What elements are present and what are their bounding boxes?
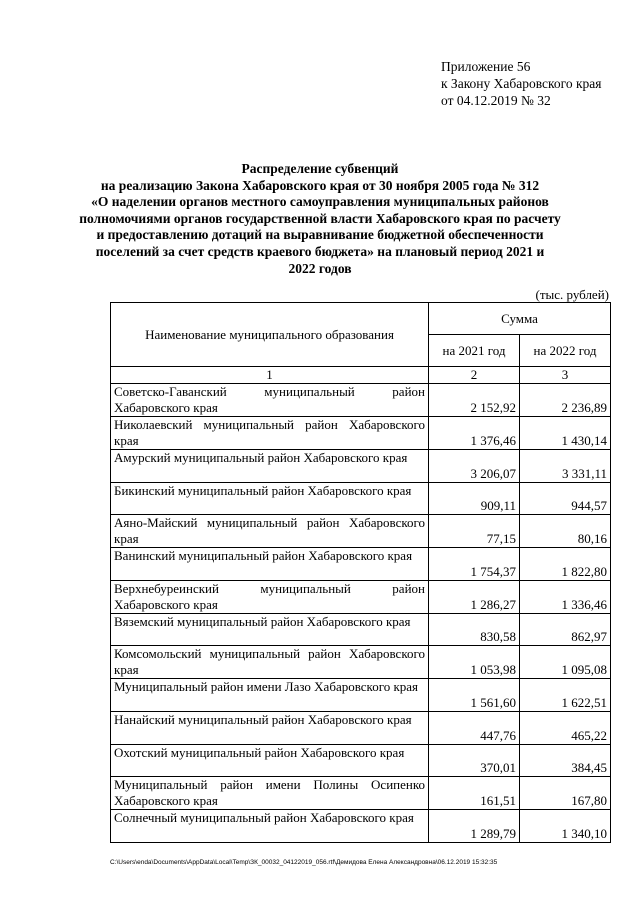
- annex-law: к Закону Хабаровского края: [441, 76, 602, 91]
- municipality-name: Аяно-Майский муниципальный район Хабаровского края: [111, 515, 429, 548]
- municipality-name: Комсомольский муниципальный район Хабаровского края: [111, 646, 429, 679]
- units-label: (тыс. рублей): [535, 287, 609, 302]
- annex-number: Приложение 56: [441, 59, 531, 74]
- header-name: Наименование муниципального образования: [111, 303, 429, 367]
- amount-2021: 830,58: [429, 613, 520, 646]
- table-row: [111, 810, 611, 843]
- title-line: «О наделении органов местного самоуправления муниципальных районов: [91, 194, 549, 210]
- amount-2021: 3 206,07: [429, 450, 520, 483]
- municipality-name: Верхнебуреинский муниципальный район Хабаровского края: [111, 580, 429, 613]
- title-line: на реализацию Закона Хабаровского края от 30 ноября 2005 года № 312: [100, 177, 540, 193]
- amount-2022: 384,45: [520, 744, 611, 777]
- amount-2021: 370,01: [429, 744, 520, 777]
- amount-2022: 1 430,14: [520, 417, 611, 450]
- municipality-name: Нанайский муниципальный район Хабаровского края: [111, 711, 429, 744]
- amount-2021: 1 289,79: [429, 810, 520, 843]
- amount-2022: 3 331,11: [520, 450, 611, 483]
- municipality-name: Охотский муниципальный район Хабаровского края: [111, 744, 429, 777]
- amount-2022: 465,22: [520, 711, 611, 744]
- amount-2022: 1 622,51: [520, 679, 611, 712]
- amount-2022: 1 340,10: [520, 810, 611, 843]
- table-row: [111, 548, 611, 581]
- amount-2021: 1 376,46: [429, 417, 520, 450]
- municipality-name: Советско-Гаванский муниципальный район Хабаровского края: [111, 384, 429, 417]
- header-2021: на 2021 год: [429, 335, 520, 367]
- table-row: [111, 646, 611, 679]
- municipality-name: Муниципальный район имени Полины Осипенко Хабаровского края: [111, 777, 429, 810]
- amount-2021: 1 053,98: [429, 646, 520, 679]
- column-number-3: 3: [520, 367, 611, 384]
- title-line: Распределение субвенций: [241, 161, 399, 176]
- table-row: [111, 744, 611, 777]
- amount-2022: 944,57: [520, 482, 611, 515]
- table-row: [111, 679, 611, 712]
- amount-2022: 80,16: [520, 515, 611, 548]
- amount-2022: 1 095,08: [520, 646, 611, 679]
- title-line: 2022 годов: [288, 260, 352, 276]
- amount-2021: 1 286,27: [429, 580, 520, 613]
- title-line: и предоставлению дотаций на выравнивание бюджетной обеспеченности: [96, 227, 544, 243]
- column-number-1: 1: [111, 367, 429, 384]
- amount-2021: 447,76: [429, 711, 520, 744]
- table-row: [111, 711, 611, 744]
- table-row: [111, 580, 611, 613]
- annex-date: от 04.12.2019 № 32: [441, 93, 551, 108]
- table-row: [111, 613, 611, 646]
- title-line: полномочиями органов государственной власти Хабаровского края по расчету: [79, 210, 561, 226]
- table-row: [111, 515, 611, 548]
- municipality-name: Амурский муниципальный район Хабаровского края: [111, 450, 429, 483]
- municipality-name: Бикинский муниципальный район Хабаровского края: [111, 482, 429, 515]
- amount-2021: 1 561,60: [429, 679, 520, 712]
- amount-2021: 1 754,37: [429, 548, 520, 581]
- annex-reference: [441, 58, 602, 109]
- amount-2022: 167,80: [520, 777, 611, 810]
- municipality-name: Муниципальный район имени Лазо Хабаровского края: [111, 679, 429, 712]
- amount-2022: 1 822,80: [520, 548, 611, 581]
- amount-2021: 909,11: [429, 482, 520, 515]
- amount-2022: 1 336,46: [520, 580, 611, 613]
- municipality-name: Николаевский муниципальный район Хабаровского края: [111, 417, 429, 450]
- table-row: [111, 384, 611, 417]
- document-title: [70, 161, 570, 277]
- municipality-name: Солнечный муниципальный район Хабаровского края: [111, 810, 429, 843]
- header-sum: Сумма: [429, 303, 611, 335]
- table-row: [111, 450, 611, 483]
- amount-2021: 77,15: [429, 515, 520, 548]
- file-path-footer: C:\Users\enda\Documents\AppData\Local\Temp\ЗК_00032_04122019_056.rtf\Демидова Елена Александровна\06.12.2019 15:32:35: [110, 859, 498, 866]
- amount-2021: 2 152,92: [429, 384, 520, 417]
- subvention-table: [110, 302, 611, 843]
- header-2022: на 2022 год: [520, 335, 611, 367]
- table-row: [111, 417, 611, 450]
- column-number-2: 2: [429, 367, 520, 384]
- amount-2022: 862,97: [520, 613, 611, 646]
- amount-2022: 2 236,89: [520, 384, 611, 417]
- title-line: поселений за счет средств краевого бюджета» на плановый период 2021 и: [95, 243, 545, 259]
- table-row: [111, 777, 611, 810]
- amount-2021: 161,51: [429, 777, 520, 810]
- municipality-name: Ванинский муниципальный район Хабаровского края: [111, 548, 429, 581]
- municipality-name: Вяземский муниципальный район Хабаровского края: [111, 613, 429, 646]
- table-row: [111, 482, 611, 515]
